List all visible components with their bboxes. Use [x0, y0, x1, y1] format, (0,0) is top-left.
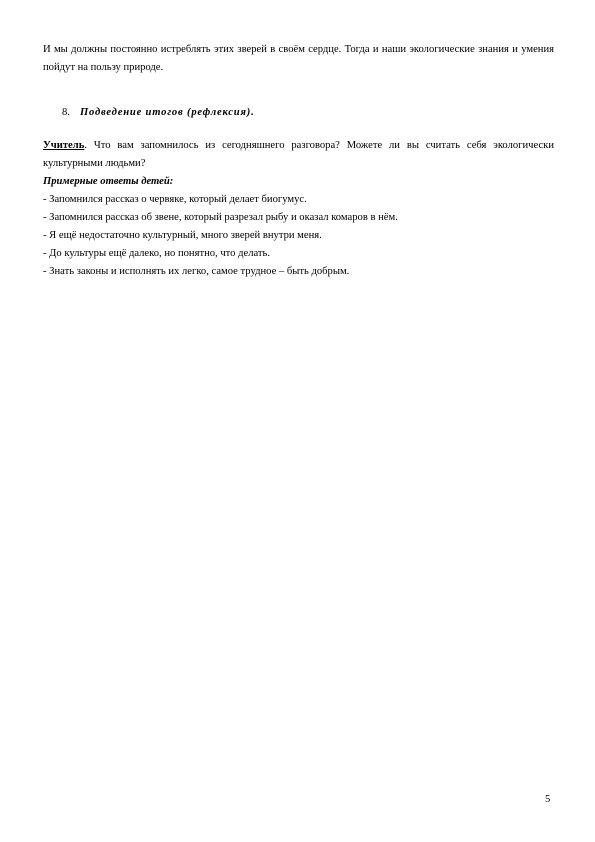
- intro-paragraph: И мы должны постоянно истреблять этих зверей в своём сердце. Тогда и наши экологические знания и умения пойдут на пользу природе.: [43, 44, 554, 73]
- list-item: - Знать законы и исполнять их легко, самое трудное – быть добрым.: [43, 266, 350, 277]
- list-item: - Запомнился рассказ об звене, который разрезал рыбу и оказал комаров в нём.: [43, 212, 398, 223]
- answers-title: Примерные ответы детей:: [43, 176, 174, 187]
- teacher-question: [43, 137, 554, 173]
- answers-list: [43, 173, 554, 281]
- section-heading: [62, 104, 255, 122]
- list-item: - Запомнился рассказ о червяке, который делает биогумус.: [43, 194, 307, 205]
- teacher-text: . Что вам запомнилось из сегодняшнего разговора? Можете ли вы считать себя экологически культурными людьми?: [43, 140, 554, 169]
- list-item: - До культуры ещё далеко, но понятно, что делать.: [43, 248, 271, 259]
- section-title: Подведение итогов (рефлексия).: [79, 107, 255, 118]
- page-number: 5: [545, 794, 551, 805]
- list-item: - Я ещё недостаточно культурный, много зверей внутри меня.: [43, 230, 322, 241]
- section-number: 8.: [62, 107, 70, 118]
- teacher-label: Учитель: [43, 140, 85, 151]
